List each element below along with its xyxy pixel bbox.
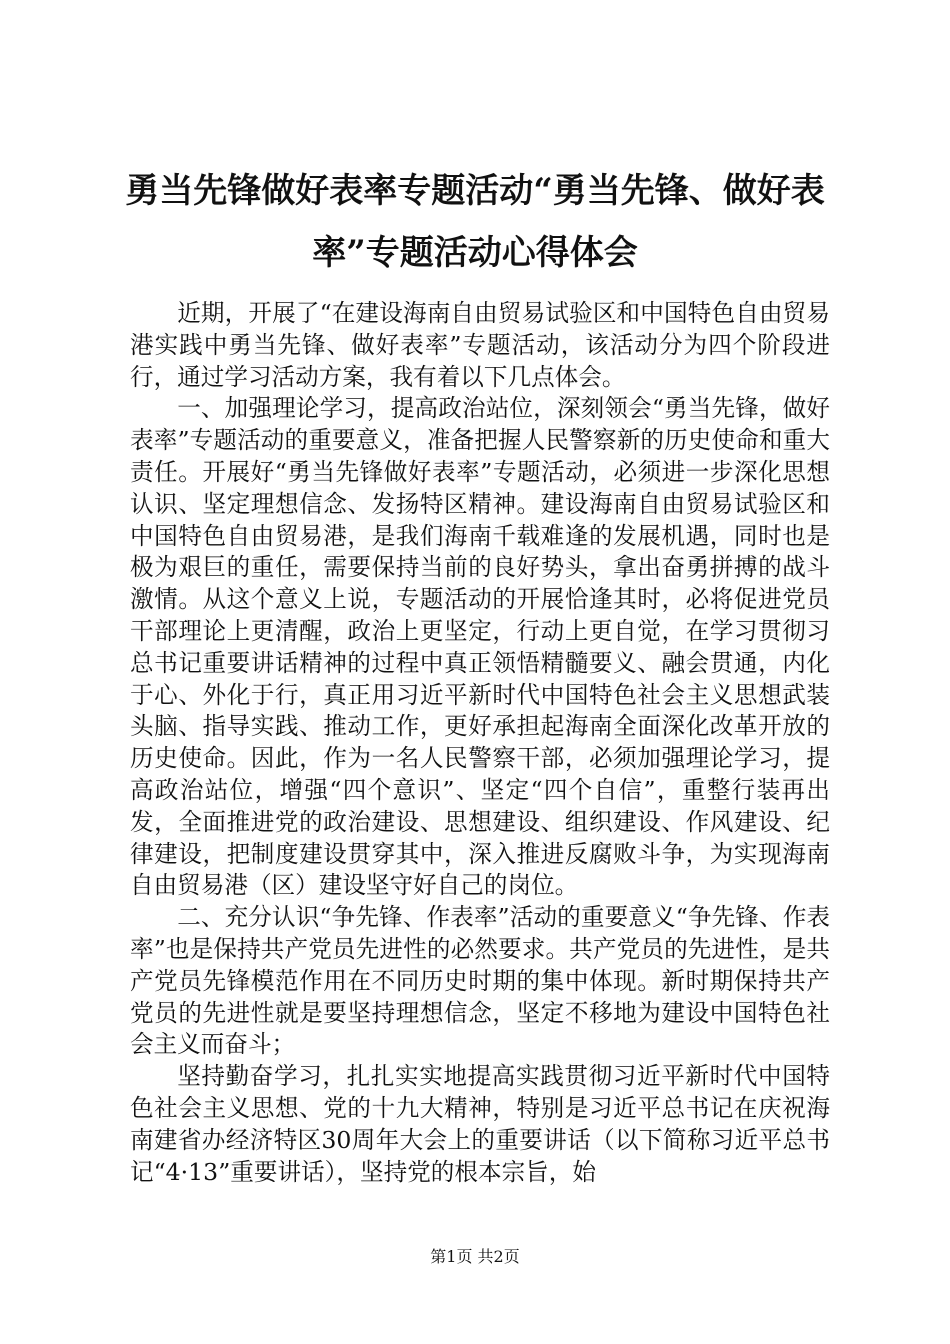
document-body <box>130 298 830 1188</box>
page-number-footer: 第1页 共2页 <box>430 1247 520 1266</box>
paragraph-section-two: 二、充分认识“争先锋、作表率”活动的重要意义“争先锋、作表率”也是保持共产党员先进性的必然要求。共产党员的先进性，是共产党员先锋模范作用在不同历史时期的集中体现。新时期保持共产党员的先进性就是要坚持理想信念，坚定不移地为建设中国特色社会主义而奋斗； <box>130 903 830 1059</box>
paragraph-intro: 近期，开展了“在建设海南自由贸易试验区和中国特色自由贸易港实践中勇当先锋、做好表率”专题活动，该活动分为四个阶段进行，通过学习活动方案，我有着以下几点体会。 <box>130 299 830 391</box>
paragraph-section-one: 一、加强理论学习，提高政治站位，深刻领会“勇当先锋，做好表率”专题活动的重要意义，准备把握人民警察新的历史使命和重大责任。开展好“勇当先锋做好表率”专题活动，必须进一步深化思想认识、坚定理想信念、发扬特区精神。建设海南自由贸易试验区和中国特色自由贸易港，是我们海南千载难逢的发展机遇，同时也是极为艰巨的重任，需要保持当前的良好势头，拿出奋勇拼搏的战斗激情。从这个意义上说，专题活动的开展恰逢其时，必将促进党员干部理论上更清醒，政治上更坚定，行动上更自觉，在学习贯彻习总书记重要讲话精神的过程中真正领悟精髓要义、融会贯通，内化于心、外化于行，真正用习近平新时代中国特色社会主义思想武装头脑、指导实践、推动工作，更好承担起海南全面深化改革开放的历史使命。因此，作为一名人民警察干部，必须加强理论学习，提高政治站位，增强“四个意识”、坚定“四个自信”，重整行装再出发，全面推进党的政治建设、思想建设、组织建设、作风建设、纪律建设，把制度建设贯穿其中，深入推进反腐败斗争，为实现海南自由贸易港（区）建设坚守好自己的岗位。 <box>130 394 830 900</box>
document-title: 勇当先锋做好表率专题活动“勇当先锋、做好表率”专题活动心得体会 <box>125 171 825 273</box>
paragraph-study: 坚持勤奋学习，扎扎实实地提高实践贯彻习近平新时代中国特色社会主义思想、党的十九大精神，特别是习近平总书记在庆祝海南建省办经济特区30周年大会上的重要讲话（以下简称习近平总书记“4·13”重要讲话），坚持党的根本宗旨，始 <box>130 1062 830 1186</box>
